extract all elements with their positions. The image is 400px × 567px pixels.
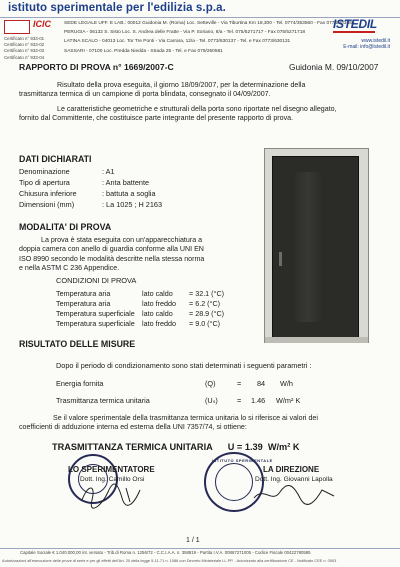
condition-label: Temperatura aria [56, 289, 111, 298]
experimenter-signature [78, 480, 158, 510]
result-symbol: (Uₛ) [205, 396, 218, 405]
certificate-item: Certificato n° 933-02 [4, 42, 45, 48]
certificate-item: Certificato n° 933-04 [4, 54, 45, 60]
results-heading: RISULTATO DELLE MISURE [19, 339, 136, 349]
footer-divider [0, 548, 400, 549]
characteristics-paragraph [19, 105, 371, 124]
result-label: Trasmittanza termica unitaria [56, 396, 150, 405]
office-address: LATINA SCALO - 04013 Loc. Tor Tre Ponti - Via Carrara, 12/a - Tel. 0773/630137 - Tel. e Fax 0773/630131 [64, 39, 291, 45]
condition-label: Temperatura aria [56, 299, 111, 308]
result-unit: W/h [280, 379, 293, 388]
condition-label: Temperatura superficiale [56, 319, 135, 328]
result-label: Energia fornita [56, 379, 104, 388]
certification-logo [4, 20, 30, 34]
conclusion-value: TRASMITTANZA TERMICA UNITARIA U = 1.39 W/m² K [52, 442, 300, 452]
brand-underline [333, 31, 375, 33]
office-address: PERUGIA - 06132 S. Sisto Loc. S. Andrea delle Fratte - Via P. Soriano, 8/a - Tel. 075/5271717 - Fax 075/5271718 [64, 30, 306, 36]
method-line: doppia camera con anello di guardia conforme alla UNI EN [19, 245, 204, 254]
door-sample-photo [264, 148, 369, 343]
stamp-text: ISTITUTO SPERIMENTALE [212, 458, 273, 463]
office-address: SASSARI - 07100 Loc. Predda Niedda - Strada 25 - Tel. e Fax 079/260581 [64, 48, 223, 54]
declared-value: : Anta battente [102, 178, 150, 187]
condition-side: lato caldo [142, 309, 173, 318]
result-equals: = [237, 379, 242, 388]
condition-side: lato freddo [142, 299, 176, 308]
certification-logo-text: ICIC [33, 19, 51, 29]
method-paragraph [19, 236, 259, 273]
results-intro: Dopo il periodo di condizionamento sono stati determinati i seguenti parametri : [56, 361, 312, 370]
characteristics-line: Le caratteristiche geometriche e strutturali della porta sono riportate nel disegno allegato, [57, 105, 337, 113]
condition-label: Temperatura superficiale [56, 309, 135, 318]
email-link[interactable]: E-mail: info@istedil.it [343, 44, 390, 50]
method-line: e nella ASTM C 236 Appendice. [19, 263, 120, 272]
certificate-item: Certificato n° 933-01 [4, 36, 45, 41]
experimental-line: coefficienti di adduzione interna ed esterna della UNI 7357/74, si ottiene: [19, 423, 247, 432]
result-value: 84 [257, 379, 266, 388]
door-panel [272, 156, 359, 338]
method-heading: MODALITA' DI PROVA [19, 222, 112, 232]
method-line: La prova è stata eseguita con un'apparecchiatura a [41, 236, 203, 244]
experimental-line: Se il valore sperimentale della trasmittanza termica unitaria lo si riferisce ai valori dei [53, 414, 318, 422]
condition-side: lato freddo [142, 319, 176, 328]
experimental-paragraph [19, 414, 371, 433]
condition-value: = 32.1 (°C) [189, 289, 225, 298]
brand-logo: ISTEDIL [333, 17, 377, 31]
result-value: 1.46 [251, 396, 266, 405]
website-link[interactable]: www.istedil.it [361, 38, 390, 44]
conditions-heading: CONDIZIONI DI PROVA [56, 276, 137, 285]
condition-value: = 9.0 (°C) [189, 319, 221, 328]
office-address: SEDE LEGALE UFF. E LAB.: 00012 Guidonia M. (Roma) Loc. Setteville - Via Tiburtina Km 18,300 - Tel. 0774/353560 - Fax 0774/353586 [64, 21, 355, 26]
result-equals: = [237, 396, 242, 405]
declared-value: : La 1025 ; H 2163 [102, 200, 163, 209]
result-unit: W/m² K [276, 396, 301, 405]
declared-value: : battuta a soglia [102, 189, 156, 198]
declared-heading: DATI DICHIARATI [19, 154, 92, 164]
intro-line: trasmittanza termica di un campione di porta blindata, consegnato il 04/09/2007. [19, 90, 271, 99]
contact-web [343, 38, 390, 50]
experimenter-label: LO SPERIMENTATORE [68, 465, 155, 474]
certificate-item: Certificato n° 933-03 [4, 48, 45, 54]
method-line: ISO 8990 secondo le modalità descritte nella stessa norma [19, 254, 205, 263]
declared-label: Denominazione [19, 167, 70, 176]
declared-label: Tipo di apertura [19, 178, 70, 187]
declared-value: : A1 [102, 167, 115, 176]
organization-name: istituto sperimentale per l'edilizia s.p.a. [8, 2, 226, 14]
footer-authorization: Autorizzazioni all'esecuzione delle prove di serie e per gli effetti dell'Art. 20 della legge 5-11-71 n. 1086 con Decreto Ministeriale LL.PP. - Autorizzato alla certificazione CE - Notificato CEE n. 0503 [2, 558, 337, 563]
characteristics-line: fornito dal Committente, che costituisce parte integrante del presente rapporto di prova. [19, 114, 294, 123]
direction-label: LA DIREZIONE [263, 465, 320, 474]
result-symbol: (Q) [205, 379, 216, 388]
direction-name: Dott. Ing. Giovanni Lapolla [255, 476, 333, 483]
footer-company-info: Capitale Sociale € 1.040.000,00 int. versato - Trib.di Roma n. 1256/72 - C.C.I.A.A. n. 358819 - Partita I.V.A. 00867271005 - Codice Fiscale 00422780585 [20, 550, 311, 555]
declared-label: Chiusura inferiore [19, 189, 77, 198]
condition-side: lato caldo [142, 289, 173, 298]
experimenter-name: Dott. Ing. Camillo Orsi [80, 476, 145, 483]
intro-paragraph [19, 81, 371, 100]
report-place-date: Guidonia M. 09/10/2007 [289, 62, 379, 72]
office-addresses [64, 19, 354, 56]
condition-value: = 6.2 (°C) [189, 299, 221, 308]
page-number: 1 / 1 [186, 537, 200, 544]
door-handle-icon [279, 252, 282, 266]
report-title: RAPPORTO DI PROVA n° 1669/2007-C [19, 62, 174, 72]
intro-line: Risultato della prova eseguita, il giorno 18/09/2007, per la determinazione della [57, 81, 306, 89]
certificate-list [4, 36, 44, 61]
direction-signature [250, 482, 340, 508]
condition-value: = 28.9 (°C) [189, 309, 225, 318]
declared-label: Dimensioni (mm) [19, 200, 75, 209]
